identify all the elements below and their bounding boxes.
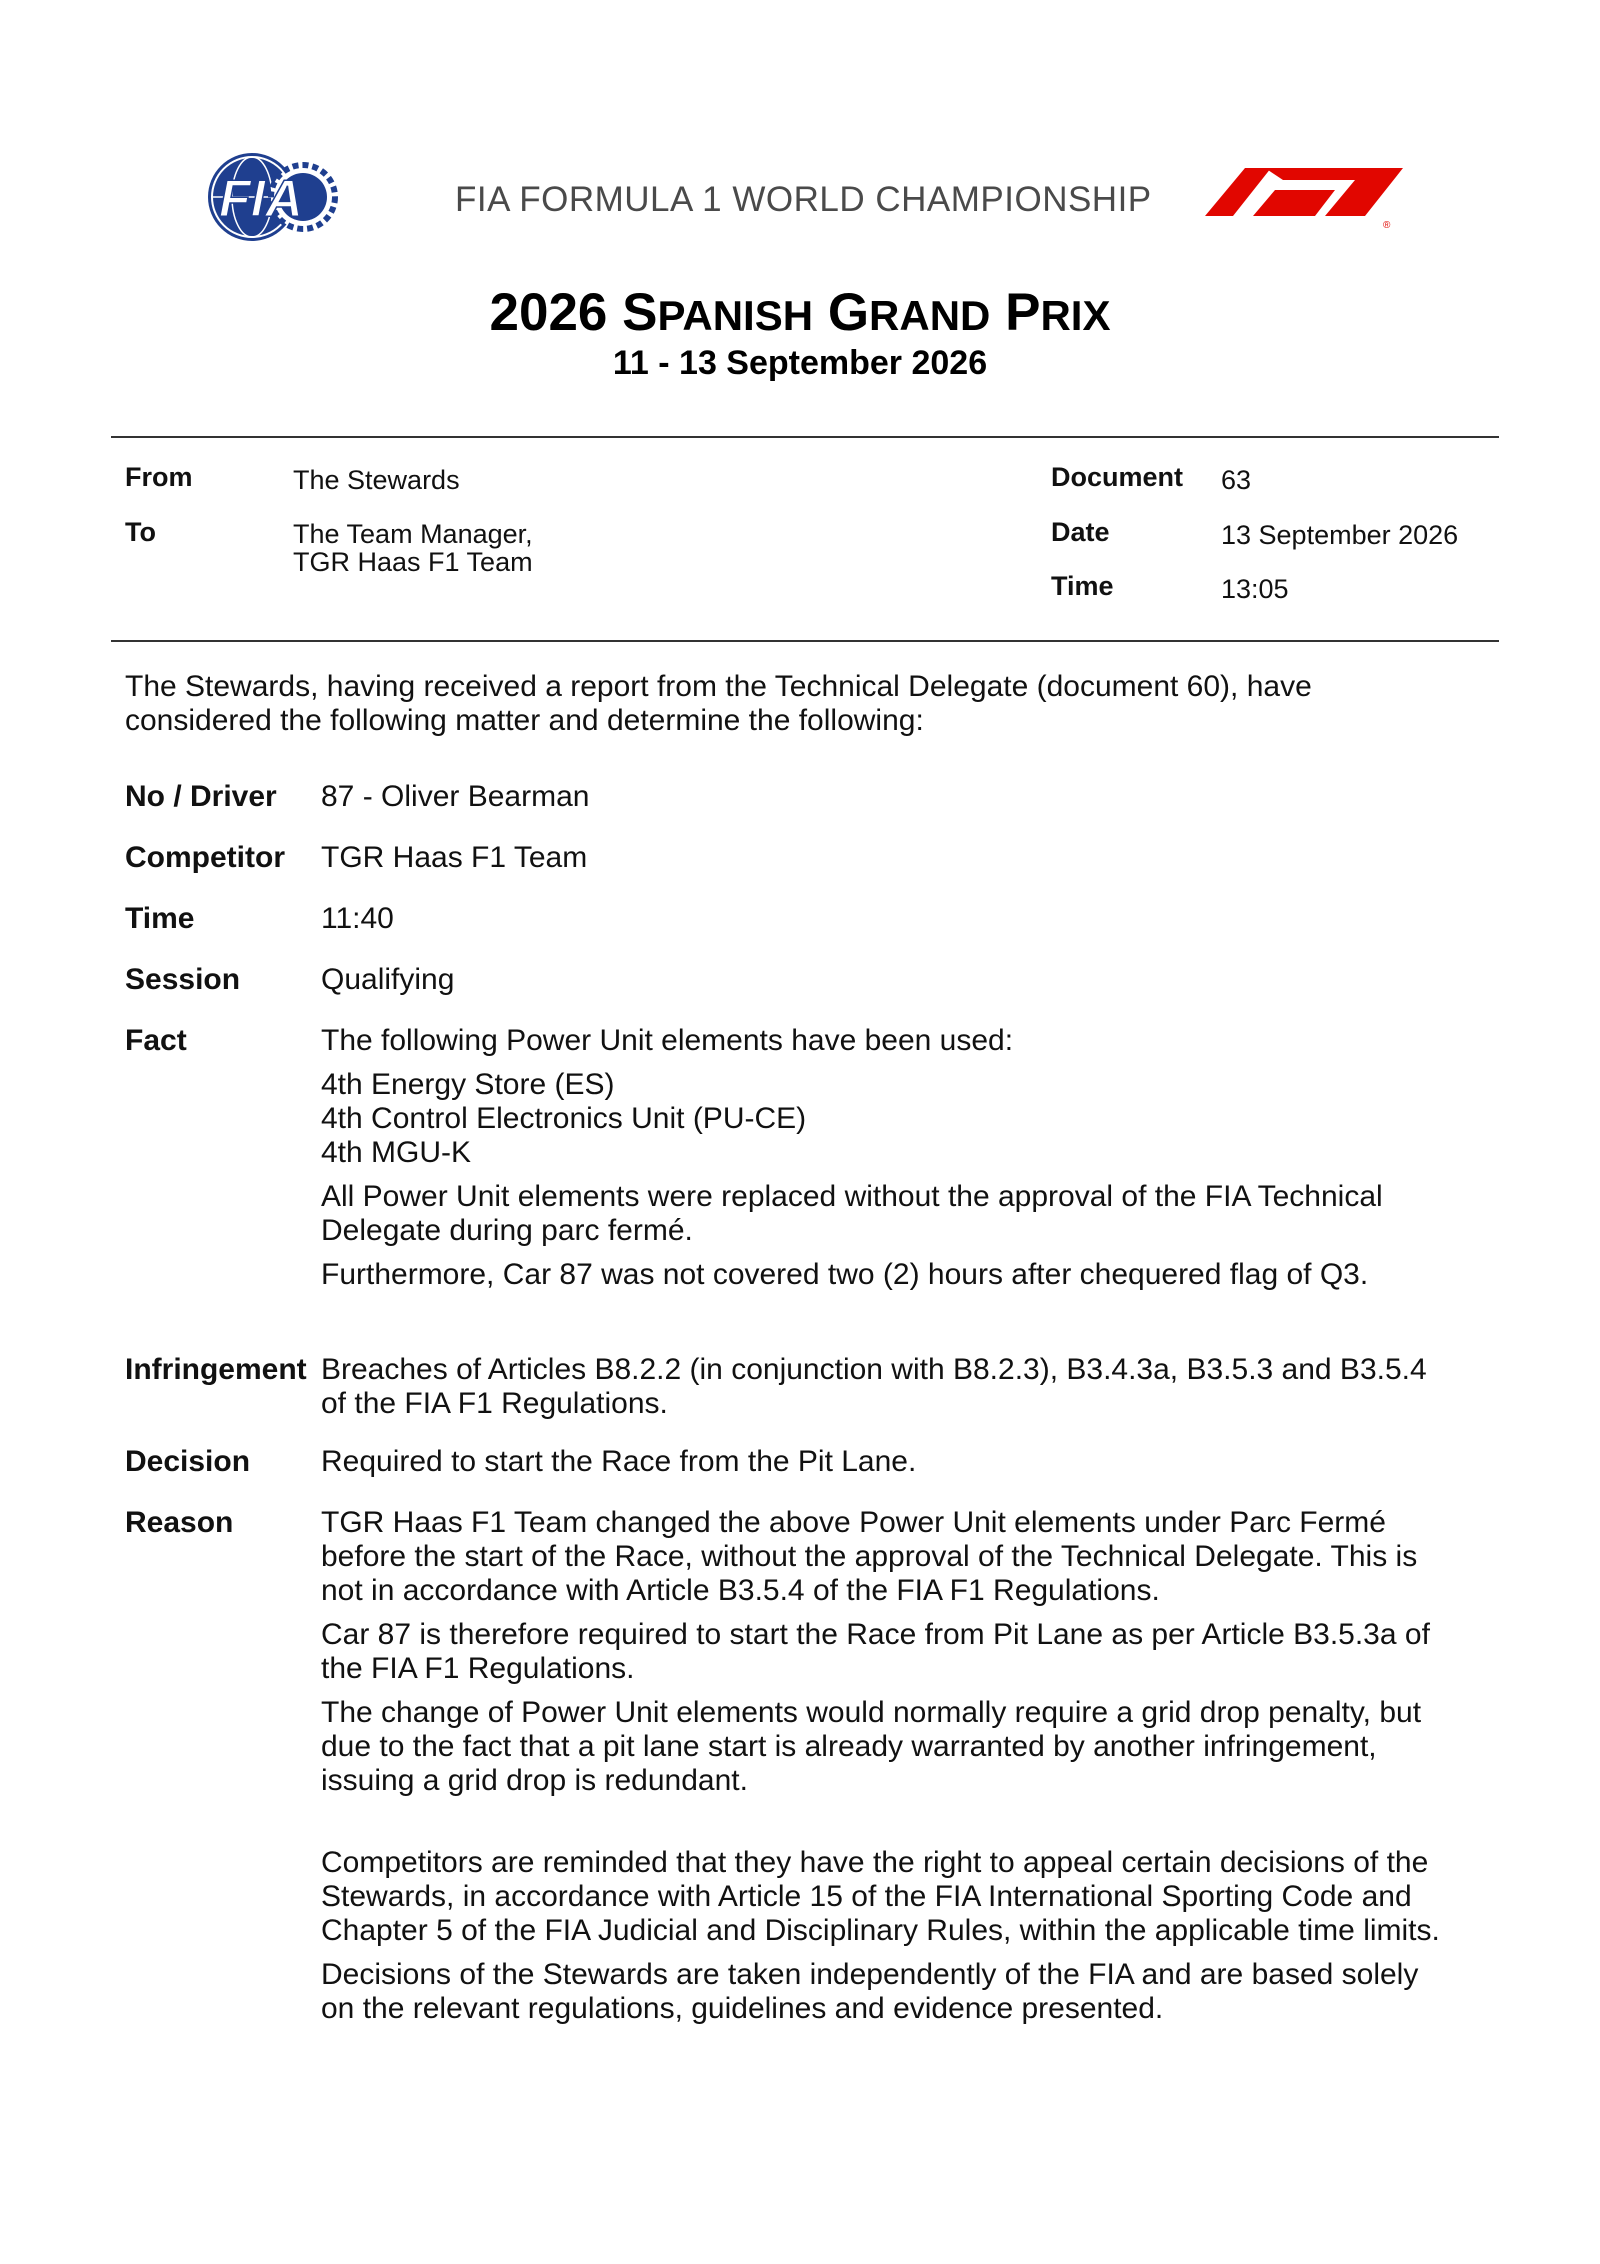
championship-title: FIA FORMULA 1 WORLD CHAMPIONSHIP bbox=[455, 180, 1152, 219]
date-value: 13 September 2026 bbox=[1221, 520, 1459, 550]
appeal-notice bbox=[321, 1846, 1491, 2036]
competitor-label: Competitor bbox=[125, 841, 285, 874]
reason-paragraph-1: TGR Haas F1 Team changed the above Power Unit elements under Parc Fermé before the start of the Race, without the approval of the Technical Delegate. This is not in accordance with Article B3.5.4 of the FIA F1 Regulations. bbox=[321, 1506, 1418, 1607]
from-label: From bbox=[125, 462, 193, 492]
reason-label: Reason bbox=[125, 1506, 234, 1539]
event-title-word-1: SPANISH bbox=[622, 283, 814, 342]
event-title bbox=[0, 282, 1600, 343]
fact-intro: The following Power Unit elements have been used: bbox=[321, 1024, 1014, 1057]
competitor-value: TGR Haas F1 Team bbox=[321, 841, 588, 874]
independence-paragraph: Decisions of the Stewards are taken independently of the FIA and are based solely on the relevant regulations, guidelines and evidence presented. bbox=[321, 1958, 1419, 2025]
infringement-value: Breaches of Articles B8.2.2 (in conjunction with B8.2.3), B3.4.3a, B3.5.3 and B3.5.4 of the FIA F1 Regulations. bbox=[321, 1353, 1427, 1420]
fact-element-list bbox=[321, 1068, 1491, 1170]
driver-value: 87 - Oliver Bearman bbox=[321, 780, 590, 813]
decision-value: Required to start the Race from the Pit Lane. bbox=[321, 1445, 917, 1478]
event-title-word-2: GRAND bbox=[827, 283, 991, 342]
f1-logo bbox=[1205, 168, 1403, 230]
intro-paragraph bbox=[125, 670, 1505, 738]
time-label: Time bbox=[1051, 571, 1114, 601]
fact-element-item: 4th MGU-K bbox=[321, 1136, 472, 1169]
fact-replacement-note: All Power Unit elements were replaced without the approval of the FIA Technical Delegate during parc fermé. bbox=[321, 1180, 1383, 1247]
document-value: 63 bbox=[1221, 465, 1252, 495]
intro-line-2: considered the following matter and determine the following: bbox=[125, 704, 924, 737]
to-value bbox=[293, 520, 533, 576]
infringement-label: Infringement bbox=[125, 1353, 307, 1386]
fact-element-item: 4th Energy Store (ES) bbox=[321, 1068, 615, 1101]
fia-logo bbox=[205, 150, 340, 245]
session-label: Session bbox=[125, 963, 241, 996]
reason-paragraph-2: Car 87 is therefore required to start the Race from Pit Lane as per Article B3.5.3a of the FIA F1 Regulations. bbox=[321, 1618, 1430, 1685]
event-year: 2026 bbox=[489, 283, 608, 342]
svg-text:®: ® bbox=[1383, 220, 1391, 230]
driver-label: No / Driver bbox=[125, 780, 277, 813]
intro-line-1: The Stewards, having received a report from the Technical Delegate (document 60), have bbox=[125, 670, 1312, 703]
appeal-paragraph: Competitors are reminded that they have the right to appeal certain decisions of the Stewards, in accordance with Article 15 of the FIA International Sporting Code and Chapter 5 of the FIA Judicial and Disciplinary Rules, within the applicable time limits. bbox=[321, 1846, 1440, 1947]
event-dates: 11 - 13 September 2026 bbox=[612, 344, 988, 382]
time-value: 13:05 bbox=[1221, 574, 1289, 604]
meta-divider bbox=[111, 640, 1499, 642]
fia-logo-text: FIA bbox=[219, 170, 303, 228]
date-label: Date bbox=[1051, 517, 1110, 547]
to-value-line-2: TGR Haas F1 Team bbox=[293, 547, 533, 577]
fact-cover-note: Furthermore, Car 87 was not covered two (2) hours after chequered flag of Q3. bbox=[321, 1258, 1369, 1291]
reason-paragraph-3: The change of Power Unit elements would normally require a grid drop penalty, but due to the fact that a pit lane start is already warranted by another infringement, issuing a grid drop is redundant. bbox=[321, 1696, 1422, 1797]
document-label: Document bbox=[1051, 462, 1184, 492]
incident-time-value: 11:40 bbox=[321, 902, 394, 935]
fact-element-item: 4th Control Electronics Unit (PU-CE) bbox=[321, 1102, 807, 1135]
fact-value bbox=[321, 1024, 1491, 1302]
event-title-word-3: PRIX bbox=[1005, 283, 1111, 342]
reason-value bbox=[321, 1506, 1491, 1808]
fact-label: Fact bbox=[125, 1024, 187, 1057]
from-value: The Stewards bbox=[293, 465, 460, 495]
to-value-line-1: The Team Manager, bbox=[293, 519, 533, 549]
to-label: To bbox=[125, 517, 156, 547]
session-value: Qualifying bbox=[321, 963, 455, 996]
incident-time-label: Time bbox=[125, 902, 195, 935]
decision-label: Decision bbox=[125, 1445, 251, 1478]
header-divider bbox=[111, 436, 1499, 438]
